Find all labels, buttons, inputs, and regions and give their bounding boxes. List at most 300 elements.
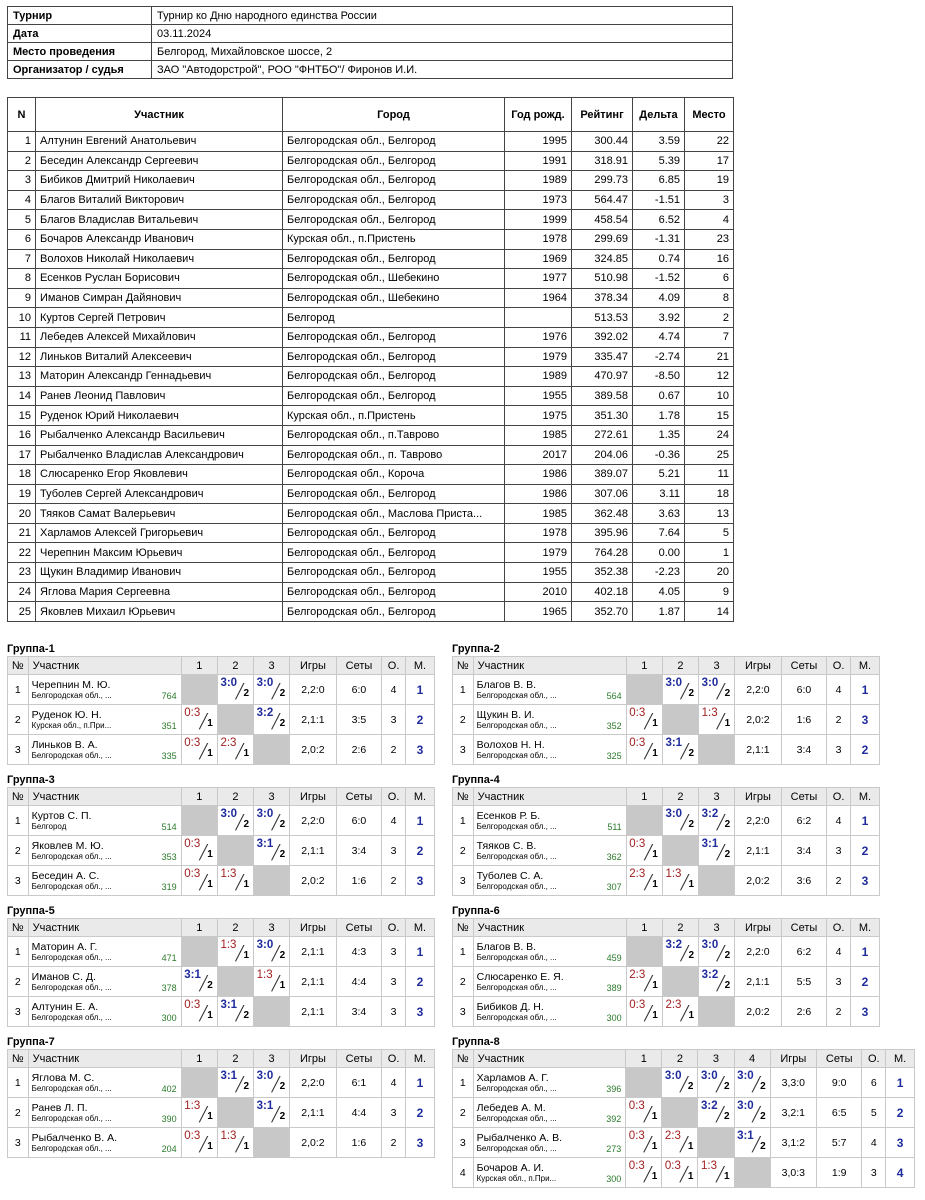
group-block: [7, 1035, 435, 1158]
score-slash-icon: ╱: [716, 814, 726, 830]
participant-name: Яглова Мария Сергеевна: [36, 582, 283, 602]
match-points: 2: [207, 980, 213, 991]
delta: 6.52: [633, 210, 685, 230]
group-col-opponent: 2: [217, 919, 253, 937]
match-score-value: 1:3: [256, 969, 273, 981]
score-slash-icon: ╱: [643, 1136, 653, 1152]
row-number: 16: [8, 425, 36, 445]
group-score-cell: [734, 1068, 770, 1098]
row-number: 15: [8, 406, 36, 426]
group-player-name: Рыбалченко А. В.: [476, 1131, 563, 1144]
group-col-points: О.: [827, 788, 851, 806]
group-self-cell: [626, 1068, 662, 1098]
group-col-sets: Сеты: [336, 788, 381, 806]
group-player-games: 2,2:0: [735, 675, 782, 705]
group-col-games: Игры: [290, 919, 337, 937]
birth-year: 1986: [505, 465, 572, 485]
participant-row: [8, 445, 734, 465]
rating: 299.73: [572, 171, 633, 191]
match-score-value: 3:2: [256, 707, 274, 719]
group-player-city: Белгородская обл., ...: [31, 1012, 112, 1022]
group-self-cell: [181, 806, 217, 836]
group-player-points: 6: [862, 1068, 886, 1098]
group-score-cell: [217, 675, 253, 705]
group-player-rating: 300: [606, 1174, 622, 1184]
row-number: 9: [8, 288, 36, 308]
group-col-participant: Участник: [28, 657, 181, 675]
match-score: [663, 735, 697, 761]
group-player-rating: 389: [606, 983, 622, 993]
group-col-points: О.: [862, 1050, 886, 1068]
group-player-points: 2: [827, 705, 851, 735]
match-points: 1: [207, 849, 213, 860]
match-score-value: 1:3: [220, 868, 237, 880]
birth-year: 1999: [505, 210, 572, 230]
group-player-cell: [28, 836, 181, 866]
group-player-sets: 4:4: [336, 967, 381, 997]
match-points: 2: [724, 950, 731, 961]
group-col-opponent: 2: [662, 788, 698, 806]
rating: 510.98: [572, 269, 633, 289]
match-score: [627, 1158, 661, 1184]
place: 1: [685, 543, 734, 563]
group-score-cell: [698, 1098, 734, 1128]
score-slash-icon: ╱: [680, 814, 689, 830]
group-col-sets: Сеты: [336, 1050, 381, 1068]
group-player-city: Белгородская обл., ...: [476, 720, 557, 730]
participant-name: Туболев Сергей Александрович: [36, 484, 283, 504]
score-slash-icon: ╱: [644, 1005, 653, 1021]
participant-name: Слюсаренко Егор Яковлевич: [36, 465, 283, 485]
match-score: [218, 997, 252, 1023]
group-player-sets: 1:6: [336, 1128, 381, 1158]
match-points: 1: [651, 1111, 658, 1122]
group-player-rating: 392: [606, 1114, 622, 1124]
score-slash-icon: ╱: [752, 1076, 761, 1092]
group-col-games: Игры: [290, 788, 337, 806]
birth-year: 1985: [505, 425, 572, 445]
group-col-place: М.: [405, 657, 434, 675]
group-player-city: Белгородская обл., ...: [476, 690, 557, 700]
group-col-points: О.: [827, 657, 851, 675]
participant-row: [8, 425, 734, 445]
match-points: 2: [724, 819, 731, 830]
group-player-points: 3: [827, 836, 851, 866]
group-player-points: 2: [827, 997, 851, 1027]
match-score-value: 3:0: [737, 1100, 754, 1112]
match-score: [663, 1068, 697, 1094]
group-player-name: Волохов Н. Н.: [476, 738, 545, 751]
delta: 5.39: [633, 151, 685, 171]
participant-city: Белгород: [283, 308, 505, 328]
group-score-cell: [181, 1128, 217, 1158]
score-slash-icon: ╱: [199, 743, 208, 759]
group-player-city: Белгородская обл., ...: [31, 952, 112, 962]
birth-year: 1989: [505, 367, 572, 387]
score-slash-icon: ╱: [679, 1166, 689, 1182]
birth-year: 1977: [505, 269, 572, 289]
participant-city: Белгородская обл., Белгород: [283, 484, 505, 504]
group-score-cell: [699, 675, 735, 705]
info-row: [8, 25, 733, 43]
place: 12: [685, 367, 734, 387]
score-slash-icon: ╱: [235, 945, 244, 961]
group-player-sets: 5:5: [781, 967, 826, 997]
group-player-city: Белгородская обл., ...: [476, 1012, 557, 1022]
match-score-value: 3:0: [256, 677, 274, 689]
group-self-cell: [626, 937, 662, 967]
group-score-cell: [626, 866, 662, 896]
score-slash-icon: ╱: [199, 844, 208, 860]
group-title: Группа-2: [452, 643, 500, 655]
group-col-participant: Участник: [28, 919, 181, 937]
group-player-cell: [473, 967, 626, 997]
match-score: [700, 836, 734, 862]
group-player-city: Белгородская обл., ...: [31, 690, 112, 700]
score-slash-icon: ╱: [235, 1005, 244, 1021]
group-header-row: [8, 919, 435, 937]
group-player-sets: 9:0: [817, 1068, 862, 1098]
group-score-cell: [662, 1068, 698, 1098]
score-slash-icon: ╱: [271, 945, 281, 961]
group-player-rating: 764: [161, 691, 177, 701]
group-player-number: 3: [453, 735, 474, 765]
participant-row: [8, 347, 734, 367]
row-number: 17: [8, 445, 36, 465]
delta: 4.09: [633, 288, 685, 308]
group-player-name: Ранев Л. П.: [31, 1101, 88, 1114]
match-score: [735, 1068, 769, 1094]
group-player-number: 3: [453, 866, 474, 896]
group-col-points: О.: [382, 788, 406, 806]
score-slash-icon: ╱: [680, 945, 689, 961]
group-player-rating: 378: [161, 983, 177, 993]
participant-city: Белгородская обл., Белгород: [283, 249, 505, 269]
col-header-participant: Участник: [36, 98, 283, 132]
match-points: 1: [652, 849, 658, 860]
group-player-cell: [28, 735, 181, 765]
group-player-cell: [473, 806, 626, 836]
participant-row: [8, 367, 734, 387]
match-score-value: 0:3: [629, 707, 646, 719]
group-player-row: [8, 1068, 435, 1098]
group-player-number: 3: [8, 735, 29, 765]
match-points: 1: [652, 718, 658, 729]
group-score-cell: [181, 735, 217, 765]
match-score: [182, 705, 216, 731]
group-col-games: Игры: [290, 657, 337, 675]
participant-row: [8, 249, 734, 269]
group-player-row: [453, 967, 880, 997]
info-value: ЗАО "Автодорстрой", РОО "ФНТБО"/ Фиронов И.И.: [152, 61, 733, 79]
participant-name: Куртов Сергей Петрович: [36, 308, 283, 328]
delta: 5.21: [633, 465, 685, 485]
match-score: [627, 735, 661, 761]
group-col-opponent: 1: [181, 788, 217, 806]
rating: 513.53: [572, 308, 633, 328]
participant-row: [8, 327, 734, 347]
tournament-info-table: [7, 6, 733, 79]
score-slash-icon: ╱: [271, 683, 281, 699]
match-score: [255, 1098, 289, 1124]
rating: 362.48: [572, 504, 633, 524]
score-slash-icon: ╱: [644, 844, 653, 860]
match-points: 2: [688, 748, 694, 759]
group-player-sets: 6:1: [336, 1068, 381, 1098]
group-player-row: [453, 866, 880, 896]
group-player-city: Белгородская обл., ...: [476, 1143, 557, 1153]
match-points: 1: [724, 718, 731, 729]
group-player-city: Белгородская обл., ...: [31, 982, 112, 992]
group-self-cell: [217, 967, 253, 997]
group-player-name: Благов В. В.: [476, 940, 537, 953]
match-score: [182, 836, 216, 862]
group-player-row: [8, 967, 435, 997]
match-score-value: 0:3: [628, 1130, 645, 1142]
group-title: Группа-7: [7, 1036, 55, 1048]
group-col-opponent: 3: [254, 1050, 290, 1068]
group-player-number: 1: [8, 806, 29, 836]
group-player-cell: [28, 1128, 181, 1158]
group-self-cell: [181, 1068, 217, 1098]
group-player-cell: [28, 705, 181, 735]
group-player-points: 2: [827, 866, 851, 896]
group-score-cell: [217, 937, 253, 967]
row-number: 24: [8, 582, 36, 602]
group-player-city: Белгородская обл., ...: [31, 1113, 112, 1123]
group-col-no: №: [453, 1050, 474, 1068]
group-score-cell: [181, 997, 217, 1027]
birth-year: 1978: [505, 523, 572, 543]
birth-year: 1964: [505, 288, 572, 308]
group-player-row: [453, 675, 880, 705]
match-points: 2: [243, 819, 249, 830]
rating: 395.96: [572, 523, 633, 543]
info-value: 03.11.2024: [152, 25, 733, 43]
group-score-cell: [662, 1128, 698, 1158]
match-score: [663, 806, 697, 832]
group-table: [7, 1049, 435, 1158]
info-row: [8, 61, 733, 79]
place: 2: [685, 308, 734, 328]
match-score-value: 3:0: [256, 808, 274, 820]
group-player-place: 1: [850, 675, 879, 705]
group-player-games: 2,1:1: [290, 1098, 337, 1128]
participant-city: Белгородская обл., Белгород: [283, 132, 505, 152]
group-score-cell: [254, 1098, 290, 1128]
match-score: [663, 1158, 697, 1184]
group-col-sets: Сеты: [781, 788, 826, 806]
place: 23: [685, 229, 734, 249]
group-player-cell: [473, 836, 626, 866]
match-score-value: 0:3: [628, 1160, 645, 1172]
group-player-rating: 390: [161, 1114, 177, 1124]
score-slash-icon: ╱: [199, 1005, 208, 1021]
group-self-cell: [698, 1128, 734, 1158]
group-player-city: Курская обл., п.При...: [31, 720, 112, 730]
group-player-city: Белгородская обл., ...: [31, 1083, 112, 1093]
match-points: 2: [279, 1111, 286, 1122]
group-col-games: Игры: [290, 1050, 337, 1068]
score-slash-icon: ╱: [752, 1136, 761, 1152]
match-points: 2: [243, 688, 249, 699]
rating: 402.18: [572, 582, 633, 602]
group-col-opponent: 2: [217, 1050, 253, 1068]
rating: 204.06: [572, 445, 633, 465]
participant-row: [8, 229, 734, 249]
group-block: [452, 904, 880, 1027]
group-player-number: 1: [8, 937, 29, 967]
birth-year: 1991: [505, 151, 572, 171]
delta: -0.36: [633, 445, 685, 465]
match-points: 2: [723, 1081, 730, 1092]
group-col-opponent: 2: [217, 788, 253, 806]
participant-name: Руденок Юрий Николаевич: [36, 406, 283, 426]
match-score: [627, 866, 661, 892]
group-self-cell: [254, 735, 290, 765]
place: 21: [685, 347, 734, 367]
group-player-row: [453, 806, 880, 836]
group-player-name: Слюсаренко Е. Я.: [476, 970, 564, 983]
group-col-opponent: 3: [254, 919, 290, 937]
group-col-participant: Участник: [473, 788, 626, 806]
group-player-games: 2,2:0: [290, 675, 337, 705]
group-score-cell: [699, 806, 735, 836]
match-score-value: 3:0: [256, 1070, 274, 1082]
group-player-name: Лебедев А. М.: [476, 1101, 546, 1114]
score-slash-icon: ╱: [235, 1076, 244, 1092]
group-player-name: Щукин В. И.: [476, 708, 535, 721]
match-points: 1: [687, 1171, 694, 1182]
group-player-number: 2: [8, 705, 29, 735]
group-player-sets: 6:0: [336, 675, 381, 705]
match-score: [627, 967, 661, 993]
group-score-cell: [254, 806, 290, 836]
delta: -1.31: [633, 229, 685, 249]
group-col-place: М.: [850, 657, 879, 675]
participant-name: Беседин Александр Сергеевич: [36, 151, 283, 171]
rating: 470.97: [572, 367, 633, 387]
match-score-value: 3:0: [665, 677, 683, 689]
group-player-games: 2,0:2: [290, 735, 337, 765]
match-score: [627, 1098, 661, 1124]
score-slash-icon: ╱: [680, 683, 689, 699]
row-number: 1: [8, 132, 36, 152]
birth-year: 1979: [505, 543, 572, 563]
group-col-opponent: 1: [626, 919, 662, 937]
group-player-sets: 1:9: [817, 1158, 862, 1188]
group-header-row: [8, 1050, 435, 1068]
group-player-points: 3: [382, 705, 406, 735]
group-player-name: Маторин А. Г.: [31, 940, 98, 953]
group-player-sets: 3:6: [781, 866, 826, 896]
group-player-number: 1: [453, 806, 474, 836]
group-col-opponent: 1: [626, 788, 662, 806]
group-player-place: 2: [850, 836, 879, 866]
group-player-games: 2,1:1: [290, 937, 337, 967]
col-header-city: Город: [283, 98, 505, 132]
rating: 389.07: [572, 465, 633, 485]
rating: 764.28: [572, 543, 633, 563]
match-points: 1: [651, 1171, 658, 1182]
group-player-number: 3: [8, 866, 29, 896]
group-col-games: Игры: [770, 1050, 816, 1068]
participant-name: Рыбалченко Владислав Александрович: [36, 445, 283, 465]
match-score: [182, 1128, 216, 1154]
group-player-number: 2: [8, 967, 29, 997]
group-col-points: О.: [382, 919, 406, 937]
group-player-points: 4: [382, 675, 406, 705]
group-col-opponent: 3: [254, 788, 290, 806]
place: 14: [685, 602, 734, 622]
group-player-games: 2,1:1: [290, 836, 337, 866]
group-player-cell: [28, 806, 181, 836]
group-score-cell: [662, 866, 698, 896]
group-player-sets: 3:4: [781, 836, 826, 866]
match-score-value: 0:3: [629, 999, 646, 1011]
birth-year: 1965: [505, 602, 572, 622]
group-player-cell: [473, 705, 626, 735]
participant-city: Белгородская обл., Шебекино: [283, 269, 505, 289]
rating: 307.06: [572, 484, 633, 504]
birth-year: 1969: [505, 249, 572, 269]
group-score-cell: [217, 997, 253, 1027]
match-points: 2: [724, 849, 731, 860]
group-table: [452, 656, 880, 765]
group-player-place: 1: [405, 806, 434, 836]
group-score-cell: [626, 705, 662, 735]
match-points: 1: [207, 1010, 213, 1021]
match-score-value: 3:0: [701, 677, 719, 689]
score-slash-icon: ╱: [271, 814, 281, 830]
group-col-opponent: 3: [254, 657, 290, 675]
group-player-place: 1: [405, 1068, 434, 1098]
group-self-cell: [662, 705, 698, 735]
match-score: [663, 675, 697, 701]
match-score: [627, 705, 661, 731]
group-player-city: Курская обл., п.При...: [476, 1173, 557, 1183]
match-score: [218, 1128, 252, 1154]
participant-city: Белгородская обл., Короча: [283, 465, 505, 485]
score-slash-icon: ╱: [235, 1136, 244, 1152]
score-slash-icon: ╱: [643, 1106, 653, 1122]
group-player-place: 1: [850, 806, 879, 836]
group-player-place: 3: [405, 1128, 434, 1158]
match-score: [218, 806, 252, 832]
score-slash-icon: ╱: [235, 874, 244, 890]
group-col-sets: Сеты: [336, 657, 381, 675]
rating: 300.44: [572, 132, 633, 152]
info-label: Дата: [8, 25, 152, 43]
match-points: 2: [760, 1081, 766, 1092]
group-player-rating: 273: [606, 1144, 622, 1154]
group-self-cell: [181, 937, 217, 967]
group-score-cell: [626, 1128, 662, 1158]
participant-name: Есенков Руслан Борисович: [36, 269, 283, 289]
group-player-cell: [473, 1068, 626, 1098]
group-player-points: 3: [382, 997, 406, 1027]
participant-row: [8, 190, 734, 210]
group-title: Группа-6: [452, 905, 500, 917]
delta: 3.11: [633, 484, 685, 504]
match-points: 2: [243, 1081, 249, 1092]
group-player-number: 3: [8, 997, 29, 1027]
group-player-name: Есенков Р. Б.: [476, 809, 541, 822]
group-self-cell: [626, 675, 662, 705]
match-score-value: 3:1: [701, 838, 719, 850]
birth-year: 1986: [505, 484, 572, 504]
participant-name: Бочаров Александр Иванович: [36, 229, 283, 249]
